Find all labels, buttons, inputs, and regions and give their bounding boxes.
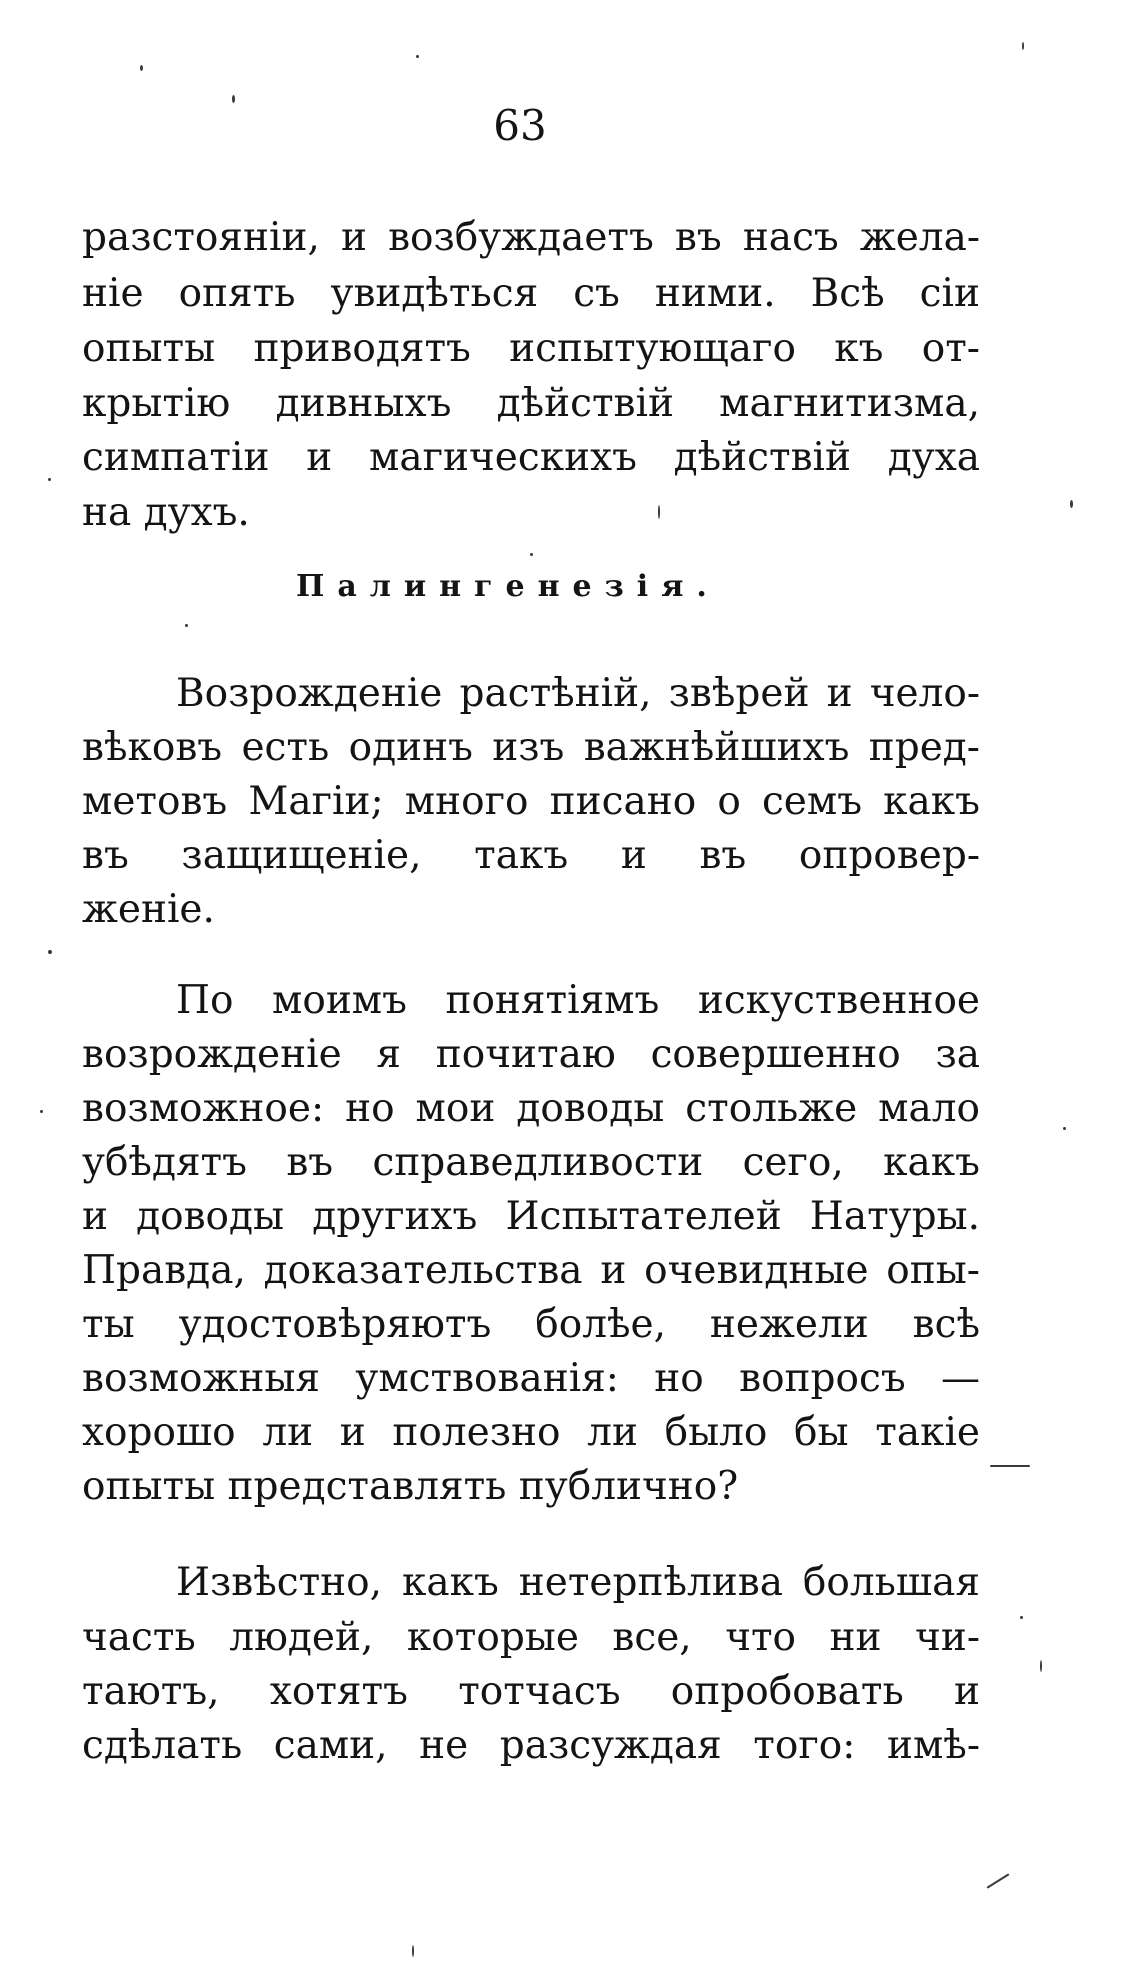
section-heading: Палингенезія. bbox=[296, 569, 720, 604]
text-line: Правда, доказательства и очевидные опы- bbox=[82, 1248, 980, 1293]
scan-speck bbox=[990, 1465, 1030, 1467]
text-line: хорошо ли и полезно ли было бы такіе bbox=[82, 1410, 980, 1455]
text-line: часть людей, которые все, что ни чи- bbox=[82, 1615, 980, 1660]
scan-speck bbox=[1070, 500, 1073, 508]
scan-speck bbox=[185, 624, 188, 627]
scan-speck bbox=[412, 1945, 414, 1957]
text-line: Извѣстно, какъ нетерпѣлива большая bbox=[176, 1560, 980, 1605]
text-line: Возрожденіе растѣній, звѣрей и чело- bbox=[176, 671, 980, 716]
text-line: женіе. bbox=[82, 887, 215, 932]
text-line: ніе опять увидѣться съ ними. Всѣ сіи bbox=[82, 271, 980, 316]
scan-speck bbox=[1020, 1616, 1023, 1619]
text-line: и доводы другихъ Испытателей Натуры. bbox=[82, 1194, 980, 1239]
text-line: вѣковъ есть одинъ изъ важнѣйшихъ пред- bbox=[82, 725, 980, 770]
text-line: разстояніи, и возбуждаетъ въ насъ жела- bbox=[82, 215, 980, 260]
text-line: метовъ Магіи; много писано о семъ какъ bbox=[82, 779, 980, 824]
text-line: крытію дивныхъ дѣйствій магнитизма, bbox=[82, 381, 980, 426]
text-line: По моимъ понятіямъ искуственное bbox=[176, 978, 980, 1023]
scan-speck bbox=[48, 950, 52, 954]
text-line: опыты приводятъ испытующаго къ от- bbox=[82, 326, 980, 371]
text-line: возрожденіе я почитаю совершенно за bbox=[82, 1032, 980, 1077]
text-line: сдѣлать сами, не разсуждая того: имѣ- bbox=[82, 1723, 980, 1768]
scan-speck bbox=[530, 553, 533, 556]
text-line: возможныя умствованія: но вопросъ — bbox=[82, 1356, 980, 1401]
text-line: таютъ, хотятъ тотчасъ опробовать и bbox=[82, 1669, 980, 1714]
text-line: на духъ. bbox=[82, 490, 250, 535]
text-line: ты удостовѣряютъ болѣе, нежели всѣ bbox=[82, 1302, 980, 1347]
text-line: убѣдятъ въ справедливости сего, какъ bbox=[82, 1140, 980, 1185]
scan-speck bbox=[1022, 42, 1024, 50]
scan-speck bbox=[48, 478, 51, 481]
scan-speck bbox=[416, 55, 419, 58]
scan-speck bbox=[1063, 1127, 1066, 1130]
scan-speck bbox=[1040, 1660, 1042, 1672]
text-line: опыты представлять публично? bbox=[82, 1464, 739, 1509]
scan-speck bbox=[40, 1110, 43, 1113]
text-line: въ защищеніе, такъ и въ опровер- bbox=[82, 833, 980, 878]
scan-speck bbox=[140, 65, 143, 71]
page-number: 63 bbox=[493, 101, 547, 150]
scan-speck bbox=[658, 505, 660, 519]
scan-speck bbox=[986, 1873, 1009, 1888]
text-line: симпатіи и магическихъ дѣйствій духа bbox=[82, 435, 980, 480]
text-line: возможное: но мои доводы стольже мало bbox=[82, 1086, 980, 1131]
scan-speck bbox=[232, 95, 235, 103]
